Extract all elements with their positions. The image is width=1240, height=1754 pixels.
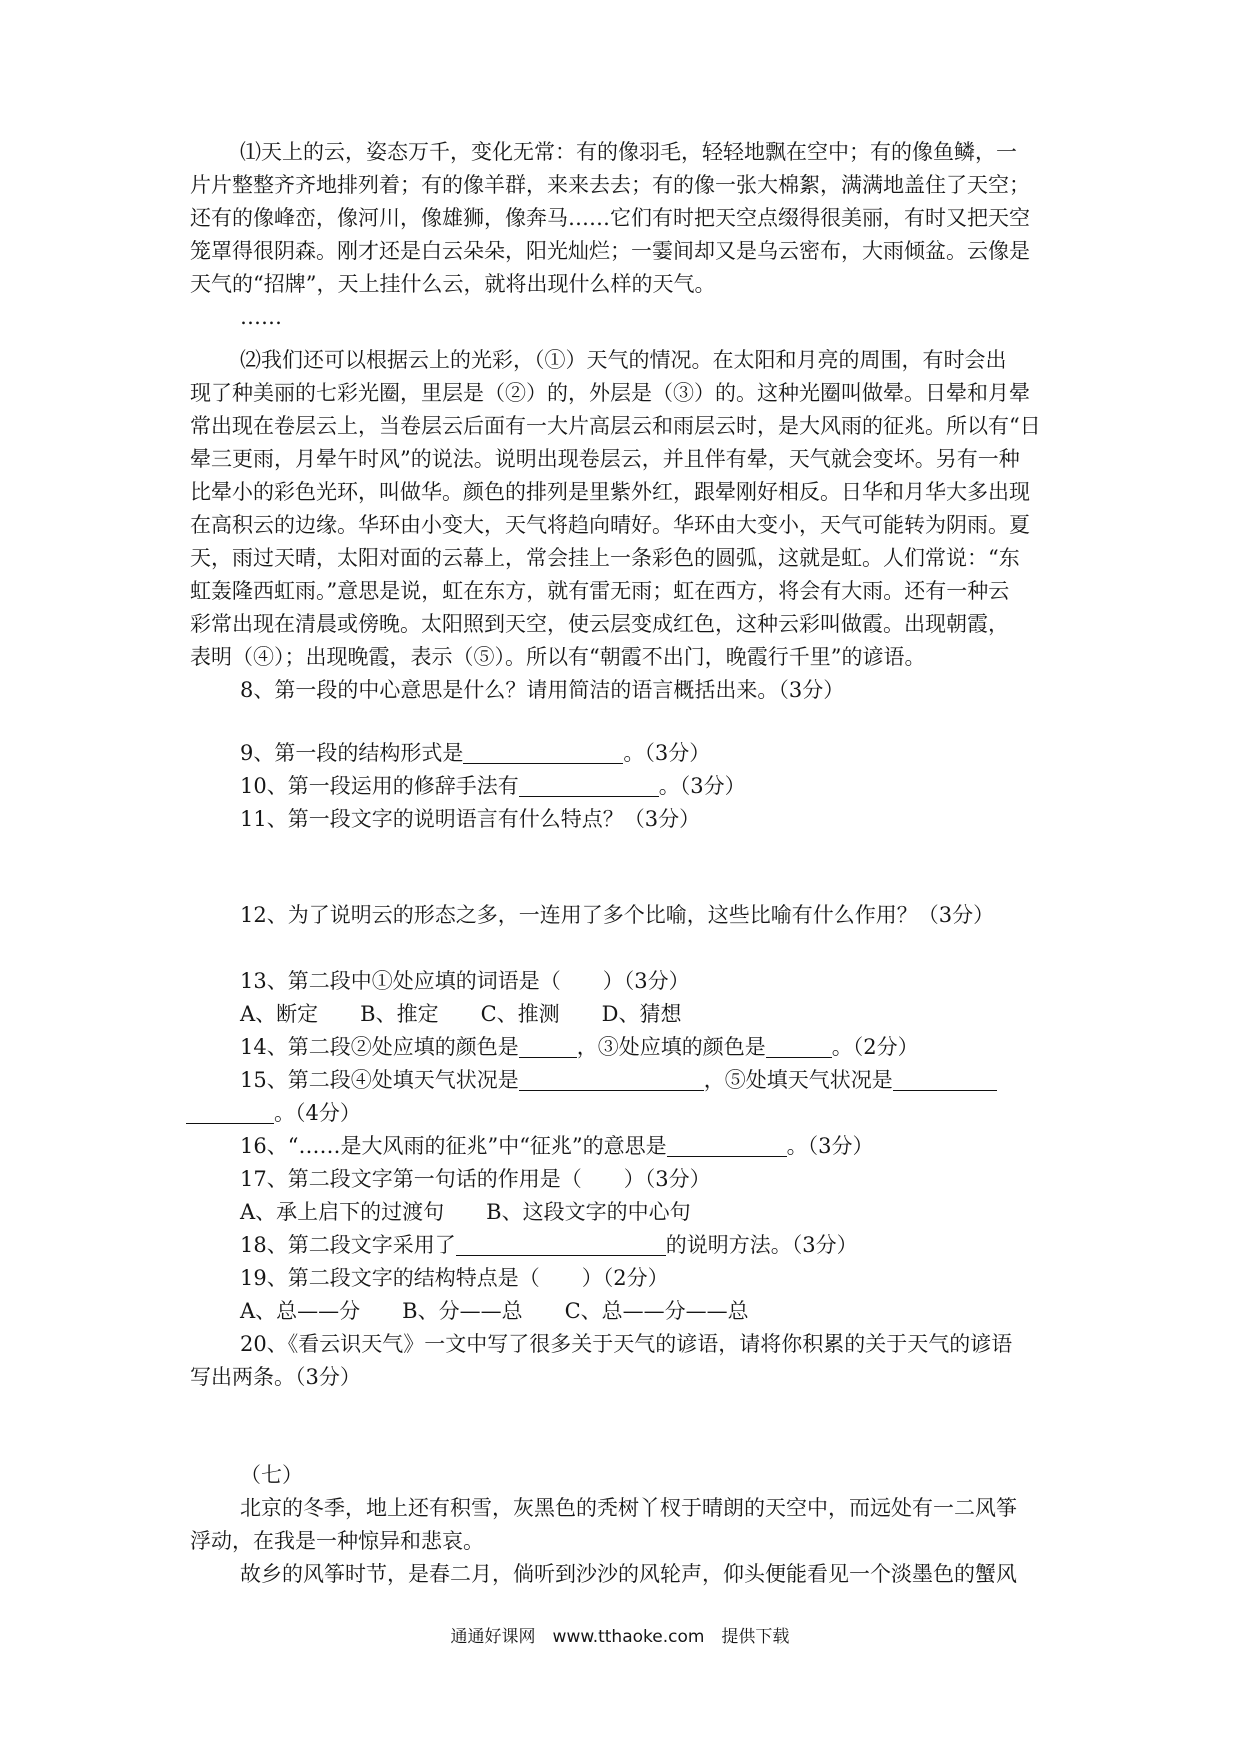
section-7-line-3: 故乡的风筝时节，是春二月，倘听到沙沙的风轮声，仰头便能看见一个淡墨色的蟹风 (240, 1562, 1017, 1586)
question-19: 19、第二段文字的结构特点是（ ）（2分） (240, 1266, 669, 1290)
para2-line-8: 虹轰隆西虹雨。”意思是说，虹在东方，就有雷无雨；虹在西方，将会有大雨。还有一种云 (190, 579, 1010, 603)
para2-line-2: 现了种美丽的七彩光圈，里层是（②）的，外层是（③）的。这种光圈叫做晕。日晕和月晕 (190, 381, 1030, 405)
para2-line-3: 常出现在卷层云上，当卷层云后面有一大片高层云和雨层云时，是大风雨的征兆。所以有“日 (190, 414, 1041, 438)
para2-line-9: 彩常出现在清晨或傍晚。太阳照到天空，使云层变成红色，这种云彩叫做霞。出现朝霞， (190, 612, 1009, 636)
answer-blank-10[interactable] (519, 774, 659, 797)
question-10-score: 。（3分） (658, 774, 746, 798)
question-14-score: 。（2分） (831, 1035, 919, 1059)
question-9-text: 9、第一段的结构形式是 (240, 741, 464, 765)
section-7-line-2: 浮动，在我是一种惊异和悲哀。 (190, 1529, 484, 1553)
answer-blank-14a[interactable] (519, 1035, 577, 1058)
answer-blank-18[interactable] (456, 1233, 666, 1256)
question-14-text-mid: ，③处应填的颜色是 (576, 1035, 766, 1059)
question-16-score: 。（3分） (786, 1134, 874, 1158)
answer-blank-9[interactable] (463, 741, 623, 764)
para2-line-7: 天，雨过天晴，太阳对面的云幕上，常会挂上一条彩色的圆弧，这就是虹。人们常说：“东 (190, 546, 1020, 570)
question-18-score: 的说明方法。（3分） (665, 1233, 858, 1257)
answer-blank-15b[interactable] (893, 1068, 997, 1091)
question-19-options: A、总——分 B、分——总 C、总——分——总 (240, 1299, 749, 1323)
question-9 (240, 738, 710, 768)
question-9-score: 。（3分） (623, 741, 711, 765)
question-18-text: 18、第二段文字采用了 (240, 1233, 456, 1257)
question-8: 8、第一段的中心意思是什么？请用简洁的语言概括出来。（3分） (240, 678, 845, 702)
answer-blank-14b[interactable] (766, 1035, 832, 1058)
question-13: 13、第二段中①处应填的词语是（ ）（3分） (240, 969, 690, 993)
question-14-text: 14、第二段②处应填的颜色是 (240, 1035, 519, 1059)
question-15-text: 15、第二段④处填天气状况是 (240, 1068, 519, 1092)
question-15-cont (186, 1098, 361, 1128)
question-17: 17、第二段文字第一句话的作用是（ ）（3分） (240, 1167, 711, 1191)
question-20-line-1: 20、《看云识天气》一文中写了很多关于天气的谚语，请将你积累的关于天气的谚语 (240, 1332, 1013, 1356)
answer-blank-15b-cont[interactable] (186, 1101, 274, 1124)
para1-line-2: 片片整整齐齐地排列着；有的像羊群，来来去去；有的像一张大棉絮，满满地盖住了天空； (190, 173, 1030, 197)
question-14 (240, 1032, 919, 1062)
para1-line-5: 天气的“招牌”，天上挂什么云，就将出现什么样的天气。 (190, 272, 716, 296)
question-10 (240, 771, 746, 801)
para2-line-10: 表明（④）；出现晚霞，表示（⑤）。所以有“朝霞不出门，晚霞行千里”的谚语。 (190, 645, 926, 669)
para2-line-1: ⑵我们还可以根据云上的光彩，（①）天气的情况。在太阳和月亮的周围，有时会出 (240, 348, 1007, 372)
question-20-line-2: 写出两条。（3分） (190, 1365, 361, 1389)
para2-line-6: 在高积云的边缘。华环由小变大，天气将趋向晴好。华环由大变小，天气可能转为阴雨。夏 (190, 513, 1030, 537)
question-17-options: A、承上启下的过渡句 B、这段文字的中心句 (240, 1200, 691, 1224)
answer-blank-16[interactable] (667, 1134, 787, 1157)
question-12: 12、为了说明云的形态之多，一连用了多个比喻，这些比喻有什么作用？（3分） (240, 903, 995, 927)
answer-blank-15a[interactable] (519, 1068, 704, 1091)
ellipsis-line: …… (240, 305, 282, 329)
section-7-line-1: 北京的冬季，地上还有积雪，灰黑色的秃树丫杈于晴朗的天空中，而远处有一二风筝 (240, 1496, 1017, 1520)
page-footer: 通通好课网 www.tthaoke.com 提供下载 (450, 1627, 790, 1647)
question-16 (240, 1131, 874, 1161)
para1-line-3: 还有的像峰峦，像河川，像雄狮，像奔马……它们有时把天空点缀得很美丽，有时又把天空 (190, 206, 1030, 230)
para1-line-4: 笼罩得很阴森。刚才还是白云朵朵，阳光灿烂；一霎间却又是乌云密布，大雨倾盆。云像是 (190, 239, 1030, 263)
question-18 (240, 1230, 858, 1260)
question-15 (240, 1065, 997, 1095)
question-16-text: 16、“……是大风雨的征兆”中“征兆”的意思是 (240, 1134, 667, 1158)
question-13-options: A、断定 B、推定 C、推测 D、猜想 (240, 1002, 682, 1026)
section-7-heading: （七） (240, 1463, 303, 1487)
question-11: 11、第一段文字的说明语言有什么特点？（3分） (240, 807, 701, 831)
para1-line-1: ⑴天上的云，姿态万千，变化无常：有的像羽毛，轻轻地飘在空中；有的像鱼鳞，一 (240, 140, 1017, 164)
para2-line-5: 比晕小的彩色光环，叫做华。颜色的排列是里紫外红，跟晕刚好相反。日华和月华大多出现 (190, 480, 1030, 504)
question-15-text-mid: ，⑤处填天气状况是 (703, 1068, 893, 1092)
question-10-text: 10、第一段运用的修辞手法有 (240, 774, 519, 798)
question-15-score: 。（4分） (274, 1101, 361, 1125)
para2-line-4: 晕三更雨，月晕午时风”的说法。说明出现卷层云，并且伴有晕，天气就会变坏。另有一种 (190, 447, 1020, 471)
